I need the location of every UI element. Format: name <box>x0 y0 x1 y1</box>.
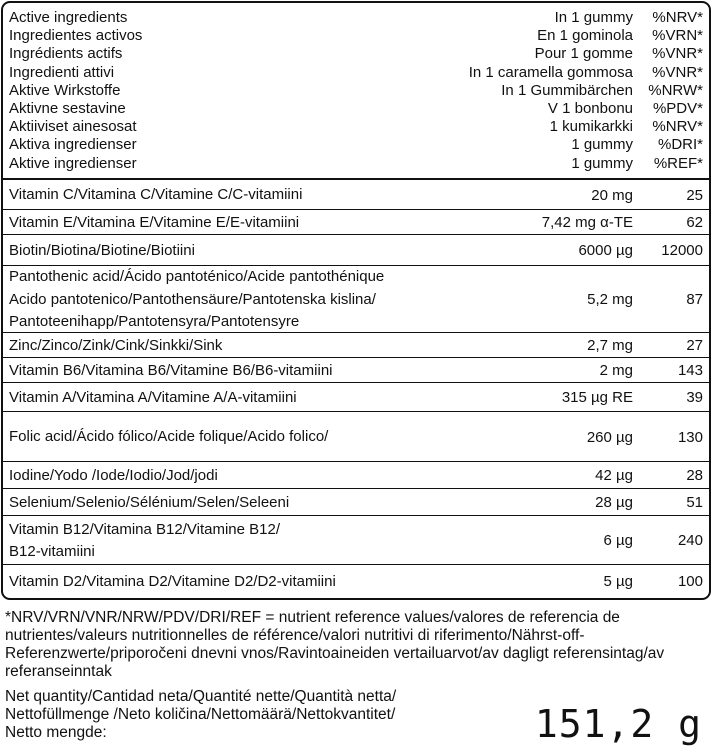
nutrient-name-line: Vitamin A/Vitamina A/Vitamine A/A-vitamiini <box>9 388 297 406</box>
nutrient-row <box>3 266 709 333</box>
nutrient-name <box>9 240 195 263</box>
nutrient-amount: 6 µg <box>603 532 633 549</box>
header-reference: %VRN* <box>652 27 703 45</box>
nutrient-name-line: Vitamin B6/Vitamina B6/Vitamine B6/B6-vitamiini <box>9 361 333 379</box>
nutrient-reference-percent: 28 <box>686 467 703 484</box>
header-reference: %PDV* <box>652 99 703 117</box>
nutrient-name-line: Vitamin B12/Vitamina B12/Vitamine B12/ <box>9 520 280 538</box>
header-row <box>3 64 709 82</box>
net-quantity-label <box>5 688 525 742</box>
nutrient-name-line: Vitamin D2/Vitamina D2/Vitamine D2/D2-vitamiini <box>9 572 336 590</box>
nutrient-name <box>9 266 384 334</box>
header-row <box>3 45 709 63</box>
header-amount: In 1 caramella gommosa <box>468 63 633 81</box>
nutrient-reference-percent: 100 <box>677 573 703 590</box>
header-amount: En 1 gominola <box>537 27 633 45</box>
header-reference: %NRV* <box>652 118 703 136</box>
header-label: Aktiiviset ainesosat <box>9 118 137 136</box>
nutrient-name <box>9 571 336 594</box>
header-label: Aktive ingredienser <box>9 154 137 172</box>
nutrient-name-line: B12-vitamiini <box>9 543 95 560</box>
nutrient-reference-percent: 62 <box>686 214 703 231</box>
net-quantity-line: Net quantity/Cantidad neta/Quantité nette/Quantità netta/ <box>5 688 397 705</box>
nutrient-amount: 6000 µg <box>578 242 633 259</box>
header-row <box>3 136 709 154</box>
nutrient-reference-percent: 25 <box>686 186 703 204</box>
nutrient-name-line: Vitamin C/Vitamina C/Vitamine C/C-vitamiini <box>9 186 303 204</box>
header-label: Aktiva ingredienser <box>9 136 137 154</box>
nutrient-row <box>3 516 709 565</box>
nutrient-name-line: Folic acid/Ácido fólico/Acide folique/Acido folico/ <box>9 428 329 446</box>
nutrient-reference-percent: 27 <box>686 337 703 354</box>
nutrient-amount: 20 mg <box>591 186 633 204</box>
nutrient-amount: 7,42 mg α-TE <box>541 214 633 231</box>
header-row <box>3 9 709 27</box>
nutrient-name-line: Pantoteenihapp/Pantotensyra/Pantotensyre <box>9 313 300 331</box>
nutrient-amount: 260 µg <box>586 428 633 446</box>
nutrient-name-line: Acido pantotenico/Pantothensäure/Pantotenska kislina/ <box>9 290 376 308</box>
nutrient-name-line: Iodine/Yodo /Iode/Iodio/Jod/jodi <box>9 466 218 484</box>
nutrient-row <box>3 489 709 516</box>
nutrient-reference-percent: 51 <box>686 494 703 511</box>
header-label: Ingrédients actifs <box>9 45 123 63</box>
nutrient-name <box>9 335 222 358</box>
header-row <box>3 118 709 136</box>
nutrient-reference-percent: 240 <box>677 532 703 549</box>
nutrient-name-line: Vitamin E/Vitamina E/Vitamine E/E-vitamiini <box>9 213 300 231</box>
nutrient-name <box>9 519 280 564</box>
header-reference: %NRW* <box>648 81 703 99</box>
footnote: *NRV/VRN/VNR/NRW/PDV/DRI/REF = nutrient reference values/valores de referencia de nutrientes/valeurs nutritionnelles de référence/valori nutritivi di riferimento/Nährst-off-Referenzwerte/priporočeni dnevni vnos/Ravintoaineiden vertailuarvot/av dagligt referensintag/av referanseinntak <box>5 609 665 680</box>
nutrient-row <box>3 210 709 235</box>
nutrient-row <box>3 358 709 383</box>
nutrient-reference-percent: 12000 <box>661 242 703 259</box>
header-amount: 1 kumikarkki <box>549 118 633 136</box>
header-row <box>3 82 709 100</box>
nutrient-name-line: Selenium/Selenio/Sélénium/Selen/Seleeni <box>9 493 290 511</box>
nutrient-row <box>3 180 709 210</box>
nutrient-name <box>9 465 218 488</box>
nutrient-row <box>3 383 709 412</box>
header-label: Active ingredients <box>9 9 128 26</box>
nutrient-amount: 5 µg <box>603 573 633 590</box>
header-label: Ingredienti attivi <box>9 63 115 81</box>
nutrient-name <box>9 387 297 410</box>
net-quantity-line: Nettofüllmenge /Neto količina/Nettomäärä/Nettokvantitet/ <box>5 706 396 723</box>
header-amount: 1 gummy <box>571 154 633 172</box>
nutrient-reference-percent: 87 <box>686 291 703 308</box>
nutrient-name <box>9 360 333 383</box>
header-reference: %VNR* <box>652 63 703 81</box>
nutrient-amount: 28 µg <box>595 494 633 511</box>
header-row <box>3 155 709 173</box>
nutrient-name-line: Pantothenic acid/Ácido pantoténico/Acide pantothénique <box>9 268 385 286</box>
net-quantity-line: Netto mengde: <box>5 724 107 741</box>
nutrition-panel <box>1 1 711 600</box>
header-amount: 1 gummy <box>571 136 633 154</box>
header-amount: Pour 1 gomme <box>534 45 633 63</box>
net-quantity-value: 151,2 g <box>534 702 702 746</box>
nutrient-name <box>9 184 302 207</box>
header-reference: %DRI* <box>657 136 703 154</box>
nutrient-name <box>9 212 299 235</box>
nutrient-name <box>9 426 328 449</box>
header-label: Ingredientes activos <box>9 27 143 45</box>
header-reference: %NRV* <box>652 9 703 26</box>
nutrient-row <box>3 412 709 462</box>
header-reference: %REF* <box>653 154 703 172</box>
nutrient-row <box>3 235 709 266</box>
nutrient-amount: 2 mg <box>599 362 633 379</box>
nutrient-name-line: Biotin/Biotina/Biotine/Biotiini <box>9 241 195 259</box>
header-amount: In 1 Gummibärchen <box>501 81 633 99</box>
header-block <box>3 9 709 173</box>
nutrient-table <box>3 180 709 597</box>
nutrient-amount: 5,2 mg <box>587 291 633 308</box>
header-row <box>3 100 709 118</box>
nutrient-reference-percent: 39 <box>686 389 703 406</box>
nutrient-reference-percent: 130 <box>677 428 703 446</box>
header-label: Aktive Wirkstoffe <box>9 81 121 99</box>
header-row <box>3 27 709 45</box>
nutrient-reference-percent: 143 <box>677 362 703 379</box>
header-label: Aktivne sestavine <box>9 99 126 117</box>
header-amount: In 1 gummy <box>554 9 633 26</box>
nutrient-row <box>3 333 709 358</box>
nutrient-row <box>3 462 709 489</box>
nutrient-amount: 315 µg RE <box>561 389 633 406</box>
header-reference: %VNR* <box>652 45 703 63</box>
nutrient-amount: 42 µg <box>595 467 633 484</box>
nutrient-name-line: Zinc/Zinco/Zink/Cink/Sinkki/Sink <box>9 336 223 354</box>
header-amount: V 1 bonbonu <box>547 99 633 117</box>
nutrient-amount: 2,7 mg <box>587 337 633 354</box>
nutrient-row <box>3 565 709 597</box>
nutrient-name <box>9 492 289 515</box>
